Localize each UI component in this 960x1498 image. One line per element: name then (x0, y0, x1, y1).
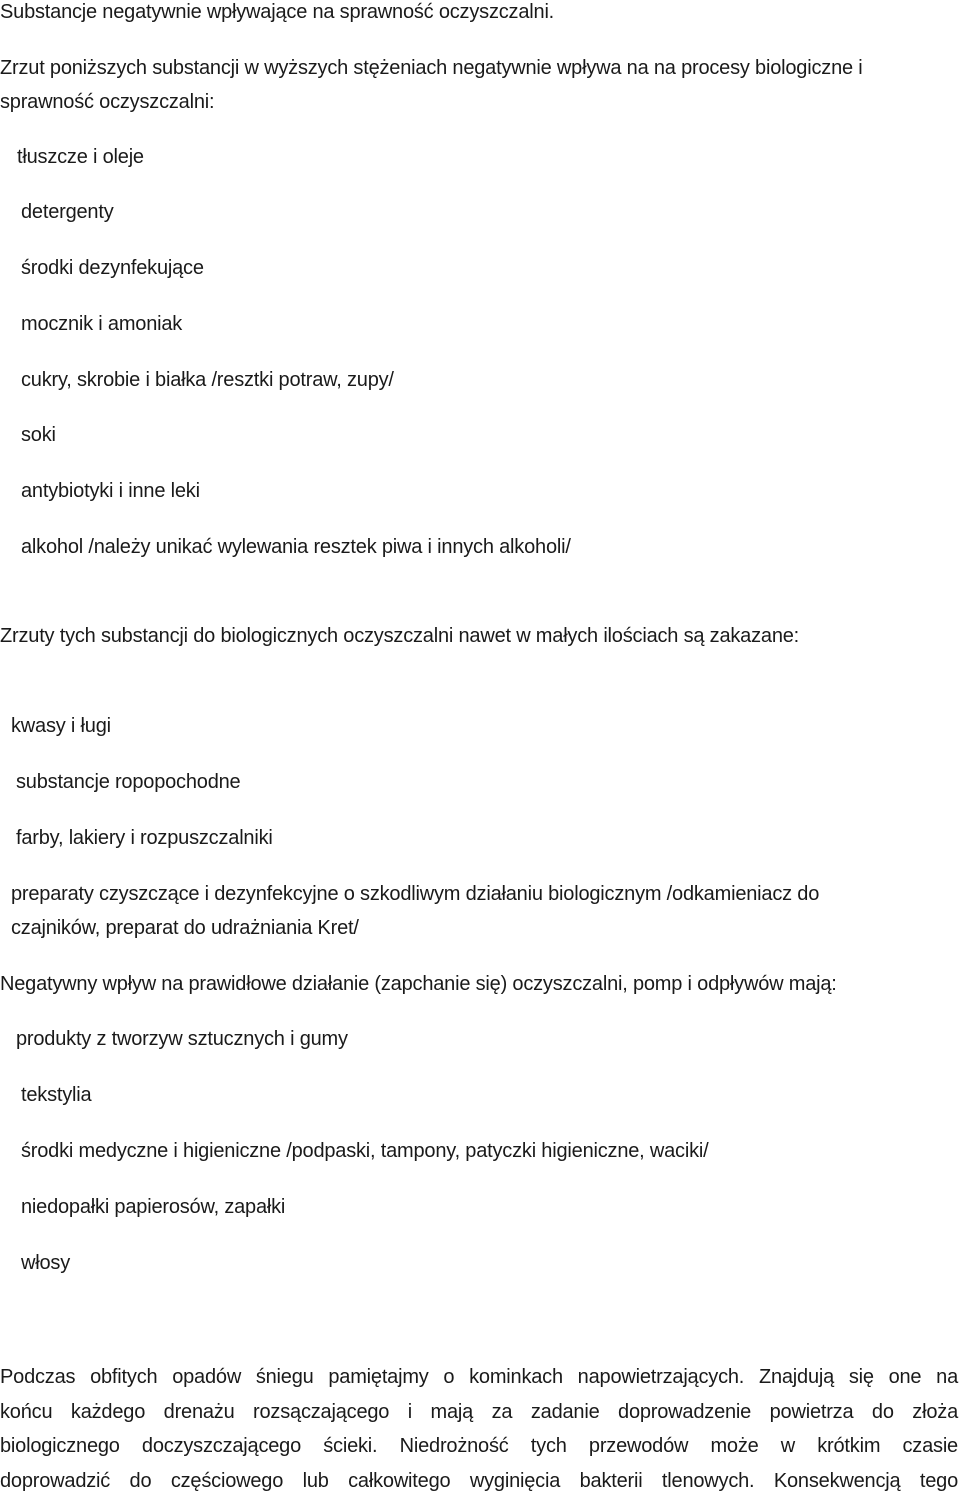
section-forbidden-heading: Zrzuty tych substancji do biologicznych oczyszczalni nawet w małych ilościach są zakazane: (0, 625, 800, 647)
snow-vent-paragraph (0, 1360, 958, 1498)
list-item: środki dezynfekujące (21, 257, 204, 279)
list-item: substancje ropopochodne (16, 771, 241, 793)
section-clogging-heading: Negatywny wpływ na prawidłowe działanie (zapchanie się) oczyszczalni, pomp i odpływów mają: (0, 973, 837, 995)
intro-line-1: Zrzut poniższych substancji w wyższych stężeniach negatywnie wpływa na na procesy biologiczne i (0, 57, 863, 79)
list-item-continuation: czajników, preparat do udrażniania Kret/ (11, 917, 359, 939)
list-item: antybiotyki i inne leki (21, 480, 200, 502)
paragraph-line: końcu każdego drenażu rozsączającego i mają za zadanie doprowadzenie powietrza do złoża (0, 1400, 958, 1423)
list-item: środki medyczne i higieniczne /podpaski, tampony, patyczki higieniczne, waciki/ (21, 1140, 709, 1162)
list-item: detergenty (21, 201, 114, 223)
paragraph-line: Podczas obfitych opadów śniegu pamiętajmy o kominkach napowietrzających. Znajdują się one na (0, 1366, 958, 1388)
list-item: farby, lakiery i rozpuszczalniki (16, 827, 273, 849)
list-item: kwasy i ługi (11, 715, 111, 737)
list-item: cukry, skrobie i białka /resztki potraw, zupy/ (21, 369, 394, 391)
intro-line-2: sprawność oczyszczalni: (0, 91, 215, 113)
document-heading: Substancje negatywnie wpływające na sprawność oczyszczalni. (0, 1, 555, 23)
list-item: tekstylia (21, 1084, 92, 1106)
paragraph-line: biologicznego doczyszczającego ścieki. Niedrożność tych przewodów może w krótkim czasie (0, 1435, 958, 1458)
list-item: mocznik i amoniak (21, 313, 183, 335)
list-item: niedopałki papierosów, zapałki (21, 1196, 286, 1218)
list-item: preparaty czyszczące i dezynfekcyjne o szkodliwym działaniu biologicznym /odkamieniacz do (11, 883, 820, 905)
list-item: alkohol /należy unikać wylewania resztek piwa i innych alkoholi/ (21, 536, 571, 558)
list-item: soki (21, 424, 56, 446)
paragraph-line: doprowadzić do częściowego lub całkowitego wyginięcia bakterii tlenowych. Konsekwencją tego (0, 1469, 958, 1492)
list-item: włosy (21, 1252, 71, 1274)
list-item: produkty z tworzyw sztucznych i gumy (16, 1028, 348, 1050)
list-item: tłuszcze i oleje (17, 146, 144, 168)
